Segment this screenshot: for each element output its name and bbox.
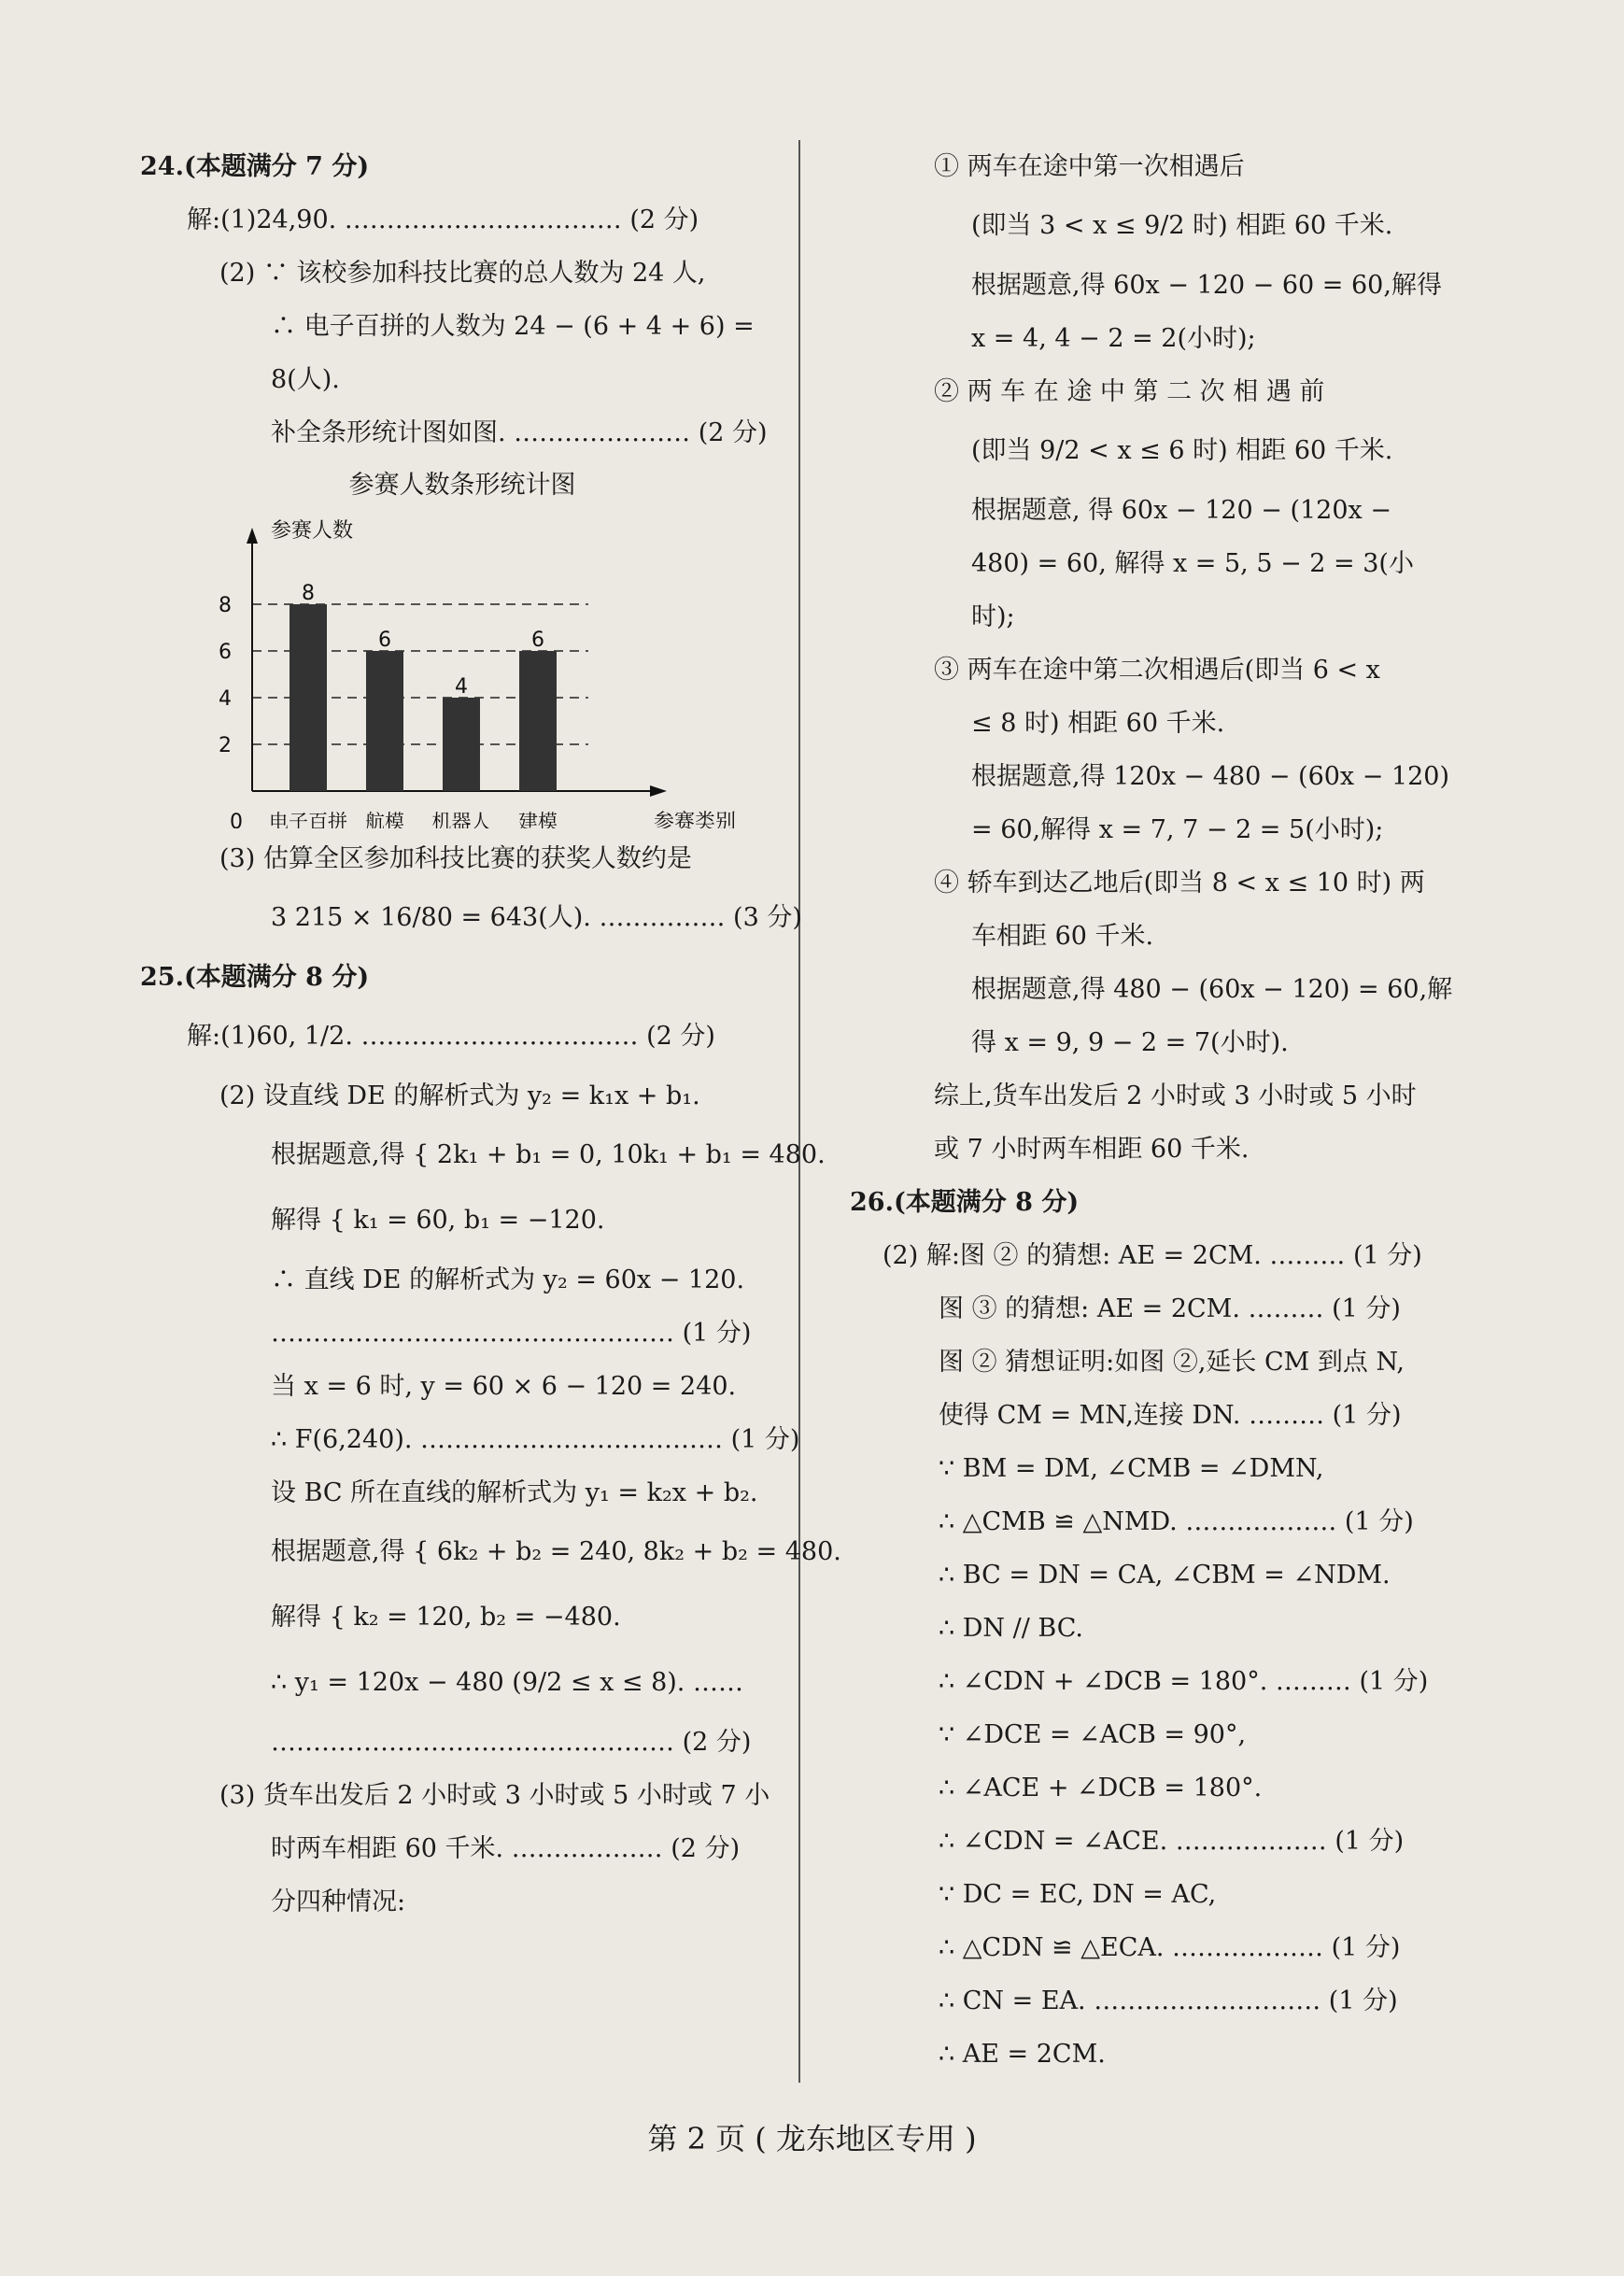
right-column <box>822 140 1466 2081</box>
y-tick-label: 0 <box>230 811 243 828</box>
x-axis-label: 参赛类别 <box>654 811 737 828</box>
q25-part2c: 解得 { k₁ = 60, b₁ = −120. <box>271 1206 605 1235</box>
q26-d: 使得 CM = MN,连接 DN. ……… (1 分) <box>939 1401 1402 1430</box>
q26-i: ∴ ∠CDN + ∠DCB = 180°. ……… (1 分) <box>939 1667 1429 1696</box>
q25-part2g: ∴ F(6,240). ……………………………… (1 分) <box>271 1425 800 1454</box>
q26-k: ∴ ∠ACE + ∠DCB = 180°. <box>939 1774 1263 1802</box>
case1-c: 根据题意,得 60x − 120 − 60 = 60,解得 <box>971 271 1442 300</box>
q24-header: 24.(本题满分 7 分) <box>140 152 370 181</box>
y-tick-label: 4 <box>219 687 232 711</box>
q24-part3a: (3) 估算全区参加科技比赛的获奖人数约是 <box>219 844 692 873</box>
case1-b: (即当 3 < x ≤ 9/2 时) 相距 60 千米. <box>971 211 1393 240</box>
case3-b: ≤ 8 时) 相距 60 千米. <box>971 709 1225 738</box>
q24-part2a: (2) ∵ 该校参加科技比赛的总人数为 24 人, <box>219 259 706 288</box>
y-axis-arrow <box>247 528 258 544</box>
chart-title: 参赛人数条形统计图 <box>348 471 576 500</box>
bar-3 <box>519 651 557 791</box>
case3-a: ③ 两车在途中第二次相遇后(即当 6 < x <box>934 656 1380 685</box>
case1-d: x = 4, 4 − 2 = 2(小时); <box>971 324 1256 353</box>
q25-part2h: 设 BC 所在直线的解析式为 y₁ = k₂x + b₂. <box>271 1478 758 1507</box>
q25-part2j: 解得 { k₂ = 120, b₂ = −480. <box>271 1603 621 1632</box>
case4-b: 车相距 60 千米. <box>971 922 1154 951</box>
q26-g: ∴ BC = DN = CA, ∠CBM = ∠NDM. <box>939 1561 1391 1590</box>
q25-part2f: 当 x = 6 时, y = 60 × 6 − 120 = 240. <box>271 1372 737 1401</box>
case4-a: ④ 轿车到达乙地后(即当 8 < x ≤ 10 时) 两 <box>934 869 1425 898</box>
case2-a: ② 两 车 在 途 中 第 二 次 相 遇 前 <box>934 377 1325 406</box>
bar-chart <box>140 511 784 828</box>
case3-d: = 60,解得 x = 7, 7 − 2 = 5(小时); <box>971 815 1384 844</box>
q25-header: 25.(本题满分 8 分) <box>140 963 370 992</box>
bar-value-label: 6 <box>531 629 544 652</box>
q26-o: ∴ CN = EA. ……………………… (1 分) <box>939 1986 1398 2015</box>
y-tick-label: 2 <box>219 734 232 757</box>
q26-h: ∴ DN // BC. <box>939 1614 1084 1643</box>
bar-value-label: 8 <box>302 582 315 605</box>
q25-part2k: ∴ y₁ = 120x − 480 (9/2 ≤ x ≤ 8). …… <box>271 1668 743 1697</box>
q24-part1: 解:(1)24,90. …………………………… (2 分) <box>187 205 699 234</box>
q25-part1: 解:(1)60, 1/2. …………………………… (2 分) <box>187 1022 715 1051</box>
q24-part2b: ∴ 电子百拼的人数为 24 − (6 + 4 + 6) = <box>271 312 755 341</box>
q26-n: ∴ △CDN ≌ △ECA. ……………… (1 分) <box>939 1933 1401 1962</box>
case2-d: 480) = 60, 解得 x = 5, 5 − 2 = 3(小 <box>971 549 1414 578</box>
case4-c: 根据题意,得 480 − (60x − 120) = 60,解 <box>971 975 1453 1004</box>
q26-p: ∴ AE = 2CM. <box>939 2040 1106 2069</box>
summary-2: 或 7 小时两车相距 60 千米. <box>934 1135 1250 1164</box>
x-axis-arrow <box>650 785 667 797</box>
y-tick-label: 6 <box>219 641 232 664</box>
case1-a: ① 两车在途中第一次相遇后 <box>934 152 1245 181</box>
bar-value-label: 4 <box>455 675 468 699</box>
y-tick-label: 8 <box>219 594 232 617</box>
category-label: 电子百拼 <box>269 811 347 828</box>
category-label: 航模 <box>365 811 404 828</box>
case2-c: 根据题意, 得 60x − 120 − (120x − <box>971 496 1391 525</box>
y-axis-label: 参赛人数 <box>271 519 354 543</box>
category-label: 机器人 <box>431 811 491 828</box>
q26-f: ∴ △CMB ≌ △NMD. ……………… (1 分) <box>939 1507 1414 1536</box>
q25-part2l: ………………………………………… (2 分) <box>271 1728 752 1757</box>
case3-c: 根据题意,得 120x − 480 − (60x − 120) <box>971 762 1450 791</box>
q25-part2d: ∴ 直线 DE 的解析式为 y₂ = 60x − 120. <box>271 1265 745 1294</box>
q26-e: ∵ BM = DM, ∠CMB = ∠DMN, <box>939 1454 1324 1483</box>
q25-part2e: ………………………………………… (1 分) <box>271 1319 752 1348</box>
q25-part2b: 根据题意,得 { 2k₁ + b₁ = 0, 10k₁ + b₁ = 480. <box>271 1140 826 1169</box>
q26-l: ∴ ∠CDN = ∠ACE. ……………… (1 分) <box>939 1827 1405 1856</box>
q26-a: (2) 解:图 ② 的猜想: AE = 2CM. ……… (1 分) <box>883 1241 1422 1270</box>
case2-e: 时); <box>971 602 1015 631</box>
q25-part3c: 分四种情况: <box>271 1887 406 1916</box>
bar-1 <box>366 651 403 791</box>
q26-j: ∵ ∠DCE = ∠ACB = 90°, <box>939 1720 1247 1749</box>
q26-header: 26.(本题满分 8 分) <box>850 1188 1080 1217</box>
summary-1: 综上,货车出发后 2 小时或 3 小时或 5 小时 <box>934 1081 1417 1110</box>
column-divider <box>798 140 800 2083</box>
page-footer: 第 2 页 ( 龙东地区专用 ) <box>647 2121 977 2156</box>
q26-b: 图 ③ 的猜想: AE = 2CM. ……… (1 分) <box>939 1294 1401 1323</box>
left-column <box>140 140 841 1929</box>
q26-m: ∵ DC = EC, DN = AC, <box>939 1880 1217 1909</box>
q24-part2d: 补全条形统计图如图. ………………… (2 分) <box>271 418 768 447</box>
bar-2 <box>443 698 480 791</box>
case4-d: 得 x = 9, 9 − 2 = 7(小时). <box>971 1028 1289 1057</box>
q25-part3b: 时两车相距 60 千米. ……………… (2 分) <box>271 1834 741 1863</box>
case2-b: (即当 9/2 < x ≤ 6 时) 相距 60 千米. <box>971 436 1393 465</box>
q25-part2i: 根据题意,得 { 6k₂ + b₂ = 240, 8k₂ + b₂ = 480. <box>271 1537 841 1566</box>
bar-value-label: 6 <box>378 629 391 652</box>
q26-c: 图 ② 猜想证明:如图 ②,延长 CM 到点 N, <box>939 1348 1405 1377</box>
bar-0 <box>289 604 327 791</box>
category-label: 建模 <box>518 811 558 828</box>
q24-part3b: 3 215 × 16/80 = 643(人). …………… (3 分) <box>271 903 802 932</box>
q25-part3a: (3) 货车出发后 2 小时或 3 小时或 5 小时或 7 小 <box>219 1781 770 1810</box>
q25-part2a: (2) 设直线 DE 的解析式为 y₂ = k₁x + b₁. <box>219 1081 700 1110</box>
q24-part2c: 8(人). <box>271 365 340 394</box>
